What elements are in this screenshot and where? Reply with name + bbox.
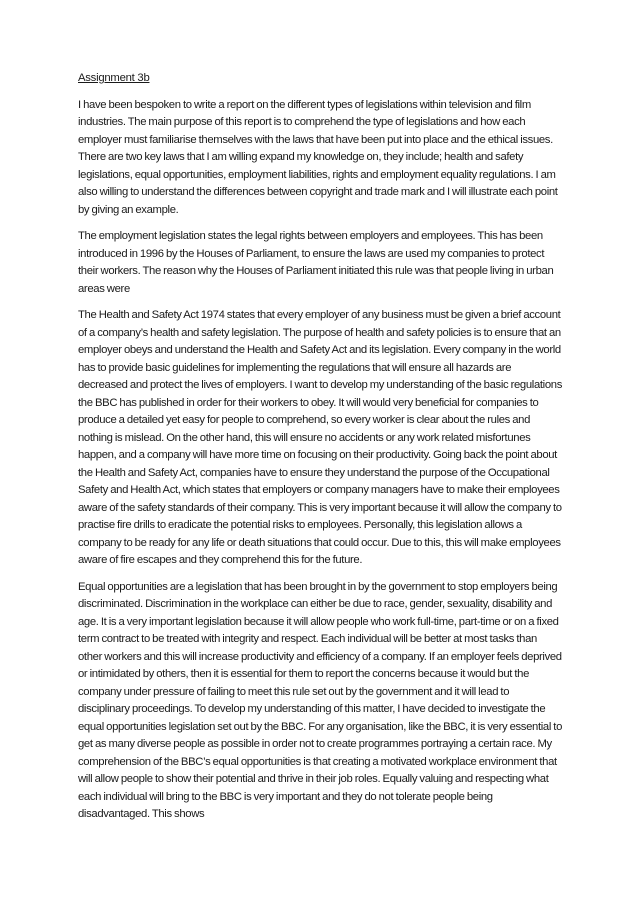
document-heading: Assignment 3b: [78, 72, 150, 84]
paragraph-equal-opportunities: Equal opportunities are a legislation that has been brought in by the government to stop employers being discriminated. Discrimination in the workplace can either be due to race, gender, sexuality, disability and age. It is a very important legislation because it will allow people who work full-time, part-time or on a fixed term contract to be treated with integrity and respect. Each individual will be better at most tasks than other workers and this will increase productivity and efficiency of a company. If an employer feels deprived or intimidated by others, then it is essential for them to report the concerns because it would but the company under pressure of failing to meet this rule set out by the government and it will lead to disciplinary proceedings. To develop my understanding of this matter, I have decided to investigate the equal opportunities legislation set out by the BBC. For any organisation, like the BBC, it is very essential to get as many diverse people as possible in order not to create programmes portraying a certain race. My comprehension of the BBC’s equal opportunities is that creating a motivated workplace environment that will allow people to show their potential and thrive in their job roles. Equally valuing and respecting what each individual will bring to the BBC is very important and they do not tolerate people being disadvantaged. This shows: [78, 580, 563, 820]
paragraph-health-and-safety: The Health and Safety Act 1974 states that every employer of any business must be given a brief account of a company’s health and safety legislation. The purpose of health and safety policies is to ensure that an employer obeys and understand the Health and Safety Act and its legislation. Every company in the world has to provide basic guidelines for implementing the regulations that will ensure all hazards are decreased and protect the lives of employers. I want to develop my understanding of the basic regulations the BBC has published in order for their workers to obey. It will would very beneficial for companies to produce a detailed yet easy for people to comprehend, so every worker is clear about the rules and nothing is mislead. On the other hand, this will ensure no accidents or any work related misfortunes happen, and a company will have more time on focusing on their productivity. Going back the point about the Health and Safety Act, companies have to ensure they understand the purpose of the Occupational Safety and Health Act, which states that employers or company managers have to make their employees aware of the safety standards of their company. This is very important because it will allow the company to practise fire drills to eradicate the potential risks to employees. Personally, this legislation allows a company to be ready for any life or death situations that could occur. Due to this, this will make employees aware of fire escapes and they comprehend this for the future.: [78, 309, 563, 566]
document-page: [78, 70, 562, 833]
paragraph-employment-legislation: The employment legislation states the legal rights between employers and employees. This has been introduced in 1996 by the Houses of Parliament, to ensure the laws are used my companies to protect their workers. The reason why the Houses of Parliament initiated this rule was that people living in urban areas were: [78, 230, 554, 295]
paragraph-introduction: I have been bespoken to write a report on the different types of legislations within television and film industries. The main purpose of this report is to comprehend the type of legislations and how each employer must familiarise themselves with the laws that have been put into place and the ethical issues. There are two key laws that I am willing expand my knowledge on, they include; health and safety legislations, equal opportunities, employment liabilities, rights and employment equality regulations. I am also willing to understand the differences between copyright and trade mark and I will illustrate each point by giving an example.: [78, 98, 558, 216]
